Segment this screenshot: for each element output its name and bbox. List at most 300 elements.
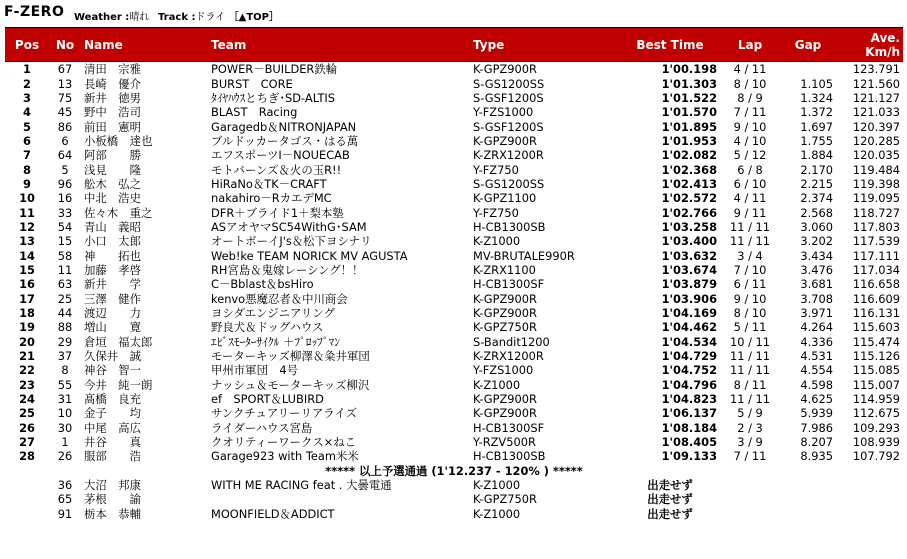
cell-no: 55 — [57, 377, 73, 392]
dns-row — [5, 507, 903, 521]
cell-best-time: 1'02.413 — [661, 176, 717, 191]
cell-no: 86 — [57, 119, 73, 134]
cell-name: 新井 徳男 — [84, 90, 141, 105]
cell-name: 髙橋 良充 — [84, 392, 141, 407]
cell-gap: 3.681 — [800, 277, 833, 292]
table-row — [5, 335, 903, 349]
cell-type: H-CB1300SB — [473, 449, 546, 464]
cell-name: 舩木 弘之 — [84, 176, 141, 191]
cell-no: 33 — [57, 205, 73, 220]
cell-gap — [780, 62, 836, 77]
cell-no: 31 — [57, 392, 73, 407]
cell-ave: 117.034 — [852, 262, 900, 277]
cell-team: ブルドッカータゴス・はる萬 — [211, 133, 359, 148]
cell-name: 栃本 恭輔 — [84, 506, 141, 521]
table-row — [5, 363, 903, 377]
cell-ave — [836, 507, 903, 521]
cell-ave: 108.939 — [852, 435, 900, 450]
cell-pos: 21 — [19, 349, 35, 364]
cell-gap: 2.374 — [800, 191, 833, 206]
cell-gap: 4.264 — [800, 320, 833, 335]
cell-no: 44 — [57, 306, 73, 321]
cell-pos: 7 — [23, 148, 31, 163]
cell-team: ナッシュ＆モーターキッズ柳沢 — [211, 377, 370, 392]
cell-gap: 3.476 — [800, 262, 833, 277]
cell-lap: 6 / 8 — [737, 162, 763, 177]
cell-type: K-GPZ900R — [473, 392, 537, 407]
cell-ave: 120.035 — [852, 148, 900, 163]
cell-pos: 11 — [19, 205, 35, 220]
cell-best-time: 1'04.796 — [661, 377, 717, 392]
cell-no: 64 — [57, 148, 73, 163]
cell-name: 佐々木 重之 — [84, 205, 153, 220]
cell-no: 25 — [57, 291, 73, 306]
cell-gap: 3.971 — [800, 306, 833, 321]
cell-team: DFR＋ブライド1＋梨本塾 — [211, 205, 344, 220]
cell-best-time: 1'04.169 — [661, 306, 717, 321]
cell-lap: 5 / 12 — [733, 148, 767, 163]
cell-type: S-GSF1200S — [473, 119, 544, 134]
cell-gap: 4.598 — [800, 377, 833, 392]
results-body — [5, 62, 903, 464]
table-row — [5, 220, 903, 234]
cell-team: 甲州市軍団 4号 — [211, 363, 298, 378]
cell-ave: 115.603 — [852, 320, 900, 335]
cell-gap: 3.708 — [800, 291, 833, 306]
table-row — [5, 421, 903, 435]
cell-ave: 107.792 — [852, 449, 900, 464]
cell-no: 36 — [57, 478, 73, 493]
cell-lap: 7 / 11 — [733, 105, 767, 120]
cell-gap: 1.697 — [800, 119, 833, 134]
cell-team: C－Bblast＆bsHiro — [211, 277, 314, 292]
cell-best-time: 1'04.752 — [661, 363, 717, 378]
table-row — [5, 392, 903, 406]
cell-lap: 5 / 11 — [733, 320, 767, 335]
cell-type: Y-RZV500R — [473, 435, 536, 450]
cell-type: S-GSF1200S — [473, 90, 544, 105]
cell-type: H-CB1300SF — [473, 420, 545, 435]
col-pos: Pos — [5, 28, 49, 62]
cell-pos: 19 — [19, 320, 35, 335]
cell-best-time: 出走せず — [647, 492, 693, 507]
table-row — [5, 148, 903, 162]
dns-body — [5, 478, 903, 521]
table-row — [5, 62, 903, 77]
cell-best-time: 1'01.303 — [661, 76, 717, 91]
cell-type: K-GPZ900R — [473, 306, 537, 321]
cell-gap: 3.060 — [800, 219, 833, 234]
cell-name: 前田 憲明 — [84, 119, 141, 134]
cell-team: ライダーハウス宮島 — [211, 420, 313, 435]
weather-info — [74, 8, 149, 23]
cell-lap: 8 / 10 — [733, 76, 767, 91]
qualify-note-body — [5, 464, 903, 478]
cell-pos: 28 — [19, 449, 35, 464]
cell-type: K-ZRX1200R — [473, 148, 544, 163]
cell-pos: 9 — [23, 176, 31, 191]
cell-team: オートボーイJ's＆松下ヨシナリ — [211, 234, 372, 249]
cell-ave: 112.675 — [852, 406, 900, 421]
cell-best-time: 1'01.895 — [661, 119, 717, 134]
track-value: ドライ — [195, 12, 226, 23]
table-row — [5, 76, 903, 90]
cell-name: 茅根 諭 — [84, 492, 141, 507]
cell-type: S-GS1200SS — [473, 176, 545, 191]
cell-lap: 11 / 11 — [729, 349, 771, 364]
cell-name: 今井 純一朗 — [84, 377, 153, 392]
cell-best-time: 1'01.522 — [661, 90, 717, 105]
weather-label: Weather : — [74, 12, 130, 23]
cell-lap: 9 / 10 — [733, 119, 767, 134]
cell-gap: 1.884 — [800, 148, 833, 163]
cell-name: 三澤 健作 — [84, 291, 141, 306]
cell-ave: 121.560 — [852, 76, 900, 91]
cell-ave: 115.474 — [852, 334, 900, 349]
cell-no: 65 — [57, 492, 73, 507]
cell-name: 服部 浩 — [84, 449, 141, 464]
table-row — [5, 320, 903, 334]
cell-type: K-GPZ750R — [473, 320, 537, 335]
table-row — [5, 406, 903, 420]
cell-pos — [5, 507, 49, 521]
cell-gap — [780, 507, 836, 521]
cell-type: Y-FZ750 — [473, 162, 519, 177]
cell-gap: 4.554 — [800, 363, 833, 378]
cell-lap: 8 / 9 — [737, 90, 763, 105]
cell-name: 青山 義昭 — [84, 219, 141, 234]
cell-no: 54 — [57, 219, 73, 234]
cell-type: Y-FZS1000 — [473, 105, 534, 120]
cell-team: ｴﾋﾞｽﾓｰﾀｰｻｲｸﾙ ＋ﾌﾟﾛｯﾌﾟﾏﾝ — [211, 334, 340, 349]
cell-no: 6 — [61, 133, 69, 148]
weather-value: 晴れ — [129, 12, 150, 23]
cell-pos: 26 — [19, 420, 35, 435]
cell-ave: 121.033 — [852, 105, 900, 120]
table-row — [5, 177, 903, 191]
cell-team: ﾀｲﾔﾊｳｽとちぎ･SD-ALTIS — [211, 90, 336, 105]
cell-type: H-CB1300SF — [473, 277, 545, 292]
cell-gap: 2.170 — [800, 162, 833, 177]
cell-lap — [720, 492, 780, 506]
cell-ave — [836, 478, 903, 492]
qualify-note: ***** 以上予選通過 (1'12.237 - 120% ) ***** — [325, 463, 583, 478]
table-row — [5, 105, 903, 119]
cell-pos: 18 — [19, 306, 35, 321]
table-row — [5, 277, 903, 291]
track-label: Track : — [158, 12, 196, 23]
table-row — [5, 162, 903, 176]
cell-name: 金子 均 — [84, 406, 141, 421]
cell-lap: 11 / 11 — [729, 219, 771, 234]
cell-no: 96 — [57, 176, 73, 191]
cell-gap: 4.625 — [800, 392, 833, 407]
table-row — [5, 378, 903, 392]
cell-best-time: 1'04.462 — [661, 320, 717, 335]
cell-team: POWER－BUILDER鉄輪 — [211, 62, 338, 77]
cell-ave: 121.127 — [852, 90, 900, 105]
cell-ave: 115.007 — [852, 377, 900, 392]
cell-type: MV-BRUTALE990R — [473, 248, 575, 263]
cell-team: Web!ke TEAM NORICK MV AGUSTA — [211, 248, 408, 263]
cell-name: 清田 宗雅 — [84, 62, 141, 77]
cell-best-time: 1'00.198 — [661, 62, 717, 77]
cell-type: S-GS1200SS — [473, 76, 545, 91]
cell-pos: 17 — [19, 291, 35, 306]
cell-ave: 116.131 — [852, 306, 900, 321]
cell-name: 久保井 誠 — [84, 349, 141, 364]
dns-row — [5, 492, 903, 506]
cell-gap: 2.568 — [800, 205, 833, 220]
cell-team: サンクチュアリーリアライズ — [211, 406, 358, 421]
cell-best-time: 1'03.632 — [661, 248, 717, 263]
cell-no: 26 — [57, 449, 73, 464]
cell-lap: 3 / 9 — [737, 435, 763, 450]
cell-lap: 10 / 11 — [729, 334, 771, 349]
cell-ave: 119.484 — [852, 162, 900, 177]
table-row — [5, 91, 903, 105]
cell-team: Garagedb＆NITRONJAPAN — [211, 119, 357, 134]
cell-no: 37 — [57, 349, 73, 364]
col-ave-line2: Km/h — [865, 44, 900, 59]
cell-team: kenvo悪魔忍者＆中川商会 — [211, 291, 348, 306]
cell-pos: 23 — [19, 377, 35, 392]
cell-type: K-GPZ900R — [473, 291, 537, 306]
top-link[interactable]: ［▲TOP］ — [228, 12, 279, 23]
cell-lap: 6 / 11 — [733, 277, 767, 292]
cell-lap: 8 / 11 — [733, 377, 767, 392]
cell-pos: 27 — [19, 435, 35, 450]
cell-pos: 10 — [19, 191, 35, 206]
cell-best-time: 1'02.368 — [661, 162, 717, 177]
cell-best-time: 出走せず — [647, 506, 693, 521]
cell-gap — [780, 478, 836, 492]
col-best-time: Best Time — [620, 28, 720, 62]
cell-ave: 118.727 — [852, 205, 900, 220]
cell-ave: 119.095 — [852, 191, 900, 206]
cell-gap: 7.986 — [800, 420, 833, 435]
cell-pos: 20 — [19, 334, 35, 349]
cell-gap: 2.215 — [800, 176, 833, 191]
cell-no: 91 — [57, 506, 73, 521]
table-row — [5, 191, 903, 205]
table-row — [5, 449, 903, 463]
cell-no: 75 — [57, 90, 73, 105]
cell-type: K-Z1000 — [473, 478, 521, 493]
cell-best-time: 1'01.570 — [661, 105, 717, 120]
cell-type: K-Z1000 — [473, 377, 521, 392]
cell-gap: 8.935 — [800, 449, 833, 464]
cell-ave: 119.398 — [852, 176, 900, 191]
cell-name: 浅見 隆 — [84, 162, 141, 177]
cell-pos: 1 — [23, 62, 31, 77]
cell-ave: 116.658 — [852, 277, 900, 292]
cell-ave: 120.285 — [852, 133, 900, 148]
cell-pos — [5, 478, 49, 492]
cell-type: S-Bandit1200 — [473, 334, 550, 349]
cell-gap: 1.324 — [800, 90, 833, 105]
cell-best-time: 1'04.729 — [661, 349, 717, 364]
cell-name: 加藤 孝啓 — [84, 262, 141, 277]
cell-no: 63 — [57, 277, 73, 292]
cell-gap: 1.105 — [800, 76, 833, 91]
cell-team: クオリティーワークス×ねこ — [211, 435, 356, 450]
cell-type: Y-FZS1000 — [473, 363, 534, 378]
cell-type: Y-FZ750 — [473, 205, 519, 220]
cell-pos — [5, 492, 49, 506]
cell-no: 88 — [57, 320, 73, 335]
cell-best-time: 1'03.674 — [661, 262, 717, 277]
col-ave — [836, 28, 903, 62]
cell-name: 井谷 真 — [84, 435, 141, 450]
cell-name: 阿部 勝 — [84, 148, 141, 163]
cell-lap — [720, 478, 780, 492]
qualify-note-row — [5, 464, 903, 478]
cell-best-time: 1'08.184 — [661, 420, 717, 435]
col-ave-line1: Ave. — [870, 30, 900, 45]
col-name: Name — [81, 28, 208, 62]
cell-team: Garage923 with Team米米 — [211, 449, 359, 464]
cell-best-time: 1'01.953 — [661, 133, 717, 148]
cell-no: 5 — [61, 162, 69, 177]
table-row — [5, 234, 903, 248]
cell-name: 新井 学 — [84, 277, 141, 292]
cell-lap: 4 / 11 — [733, 62, 767, 77]
cell-best-time: 1'03.879 — [661, 277, 717, 292]
cell-team — [208, 492, 470, 506]
cell-no: 29 — [57, 334, 73, 349]
cell-pos: 2 — [23, 76, 31, 91]
cell-gap: 5.939 — [800, 406, 833, 421]
cell-best-time: 1'02.082 — [661, 148, 717, 163]
col-type: Type — [470, 28, 620, 62]
cell-lap: 4 / 11 — [733, 191, 767, 206]
cell-no: 13 — [57, 76, 73, 91]
cell-name: 中北 浩史 — [84, 191, 141, 206]
cell-pos: 6 — [23, 133, 31, 148]
cell-name: 野中 浩司 — [84, 105, 141, 120]
cell-name: 倉垣 福太郎 — [84, 334, 153, 349]
cell-lap: 9 / 11 — [733, 205, 767, 220]
cell-name: 長崎 優介 — [84, 76, 141, 91]
cell-pos: 8 — [23, 162, 31, 177]
cell-type: K-GPZ1100 — [473, 191, 537, 206]
cell-team: モトバーンズ＆火の玉R!! — [211, 162, 342, 177]
table-row — [5, 205, 903, 219]
cell-name: 神谷 智一 — [84, 363, 141, 378]
table-row — [5, 349, 903, 363]
cell-team: MOONFIELD＆ADDICT — [211, 506, 335, 521]
cell-pos: 14 — [19, 248, 35, 263]
cell-type: K-GPZ750R — [473, 492, 537, 507]
cell-name: 渡辺 力 — [84, 306, 141, 321]
cell-ave: 114.959 — [852, 392, 900, 407]
cell-best-time: 1'06.137 — [661, 406, 717, 421]
col-lap: Lap — [720, 28, 780, 62]
cell-lap: 2 / 3 — [737, 420, 763, 435]
cell-lap: 11 / 11 — [729, 363, 771, 378]
table-row — [5, 263, 903, 277]
track-info — [158, 8, 279, 23]
cell-type: K-GPZ900R — [473, 62, 537, 77]
cell-best-time: 1'09.133 — [661, 449, 717, 464]
cell-best-time: 1'04.823 — [661, 392, 717, 407]
cell-team: WITH ME RACING feat . 大曇電通 — [211, 478, 392, 493]
cell-name: 小口 太郎 — [84, 234, 141, 249]
header-row — [5, 28, 903, 62]
cell-lap — [720, 507, 780, 521]
cell-no: 10 — [57, 406, 73, 421]
cell-team: ef SPORT＆LUBIRD — [211, 392, 324, 407]
cell-team: ASアオヤマSC54WithG･SAM — [211, 219, 367, 234]
table-row — [5, 306, 903, 320]
cell-team: モーターキッズ柳澤＆粂井軍団 — [211, 349, 370, 364]
cell-type: K-Z1000 — [473, 234, 521, 249]
cell-type: K-Z1000 — [473, 506, 521, 521]
cell-no: 11 — [57, 262, 73, 277]
cell-gap: 4.336 — [800, 334, 833, 349]
cell-no: 67 — [57, 62, 73, 77]
cell-team: 野良犬＆ドッグハウス — [211, 320, 324, 335]
col-gap: Gap — [780, 28, 836, 62]
table-row — [5, 134, 903, 148]
cell-best-time: 出走せず — [647, 478, 693, 493]
cell-type: K-ZRX1100 — [473, 262, 536, 277]
cell-team: エフスポーツI－NOUECAB — [211, 148, 350, 163]
cell-lap: 6 / 10 — [733, 176, 767, 191]
cell-no: 58 — [57, 248, 73, 263]
cell-team: RH宮島＆鬼嫁レーシング！！ — [211, 262, 364, 277]
cell-lap: 7 / 10 — [733, 262, 767, 277]
cell-pos: 15 — [19, 262, 35, 277]
cell-best-time: 1'02.766 — [661, 205, 717, 220]
cell-gap: 1.755 — [800, 133, 833, 148]
cell-type: K-GPZ900R — [473, 406, 537, 421]
cell-name: 大沼 邦康 — [84, 478, 141, 493]
cell-name: 小板橋 達也 — [84, 133, 153, 148]
table-row — [5, 248, 903, 262]
cell-pos: 24 — [19, 392, 35, 407]
cell-no: 8 — [61, 363, 69, 378]
cell-best-time: 1'08.405 — [661, 435, 717, 450]
cell-lap: 8 / 10 — [733, 306, 767, 321]
cell-no: 16 — [57, 191, 73, 206]
cell-best-time: 1'02.572 — [661, 191, 717, 206]
cell-pos: 22 — [19, 363, 35, 378]
cell-ave: 115.085 — [852, 363, 900, 378]
cell-ave: 117.539 — [852, 234, 900, 249]
cell-team: ヨシダエンジニアリング — [211, 306, 335, 321]
cell-team: BLAST Racing — [211, 105, 298, 120]
cell-lap: 4 / 10 — [733, 133, 767, 148]
cell-pos: 16 — [19, 277, 35, 292]
cell-pos: 12 — [19, 219, 35, 234]
cell-no: 30 — [57, 420, 73, 435]
col-no: No — [49, 28, 81, 62]
cell-ave: 109.293 — [852, 420, 900, 435]
cell-team: BURST CORE — [211, 76, 293, 91]
cell-ave: 117.111 — [852, 248, 900, 263]
table-row — [5, 292, 903, 306]
cell-gap: 3.202 — [800, 234, 833, 249]
cell-no: 45 — [57, 105, 73, 120]
cell-pos: 5 — [23, 119, 31, 134]
cell-gap: 3.434 — [800, 248, 833, 263]
cell-ave: 116.609 — [852, 291, 900, 306]
cell-pos: 3 — [23, 90, 31, 105]
col-team: Team — [208, 28, 470, 62]
cell-no: 1 — [61, 435, 69, 450]
